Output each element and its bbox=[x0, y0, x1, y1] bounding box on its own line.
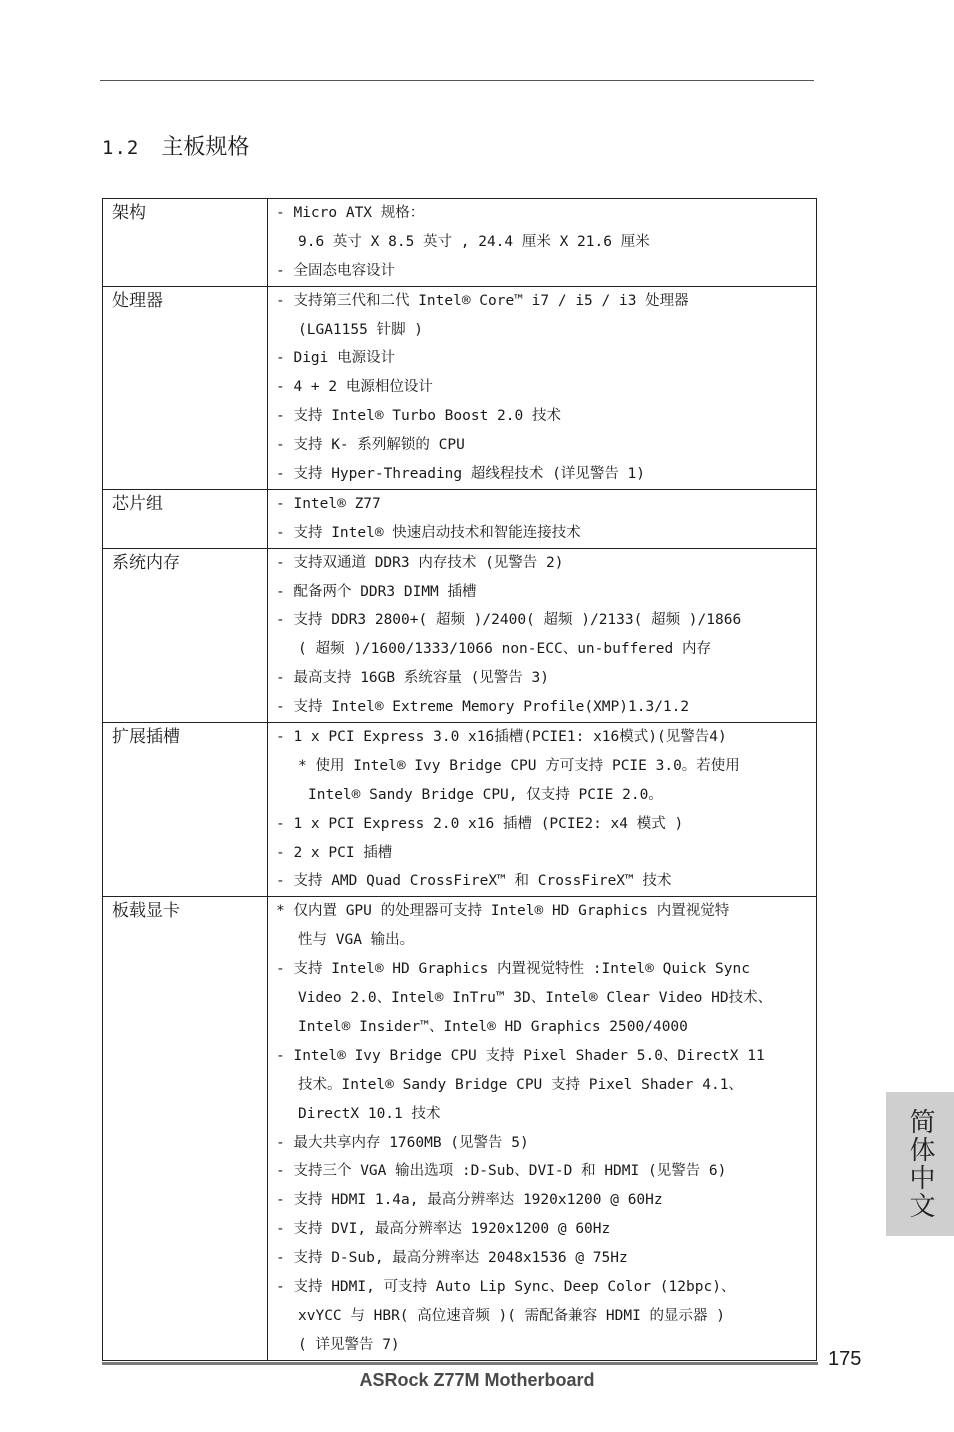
spec-line: - 支持第三代和二代 Intel® Core™ i7 / i5 / i3 处理器 bbox=[276, 292, 689, 309]
spec-line: - 支持 DDR3 2800+( 超频 )/2400( 超频 )/2133( 超频 )/1866 bbox=[276, 612, 742, 629]
spec-label: 扩展插槽 bbox=[103, 723, 268, 897]
spec-content bbox=[268, 286, 817, 489]
spec-line: * 使用 Intel® Ivy Bridge CPU 方可支持 PCIE 3.0。若使用 bbox=[298, 757, 740, 774]
spec-line: - Digi 电源设计 bbox=[276, 350, 396, 367]
spec-row bbox=[103, 897, 817, 1360]
section-heading: 主板规格 bbox=[161, 135, 250, 160]
spec-line: - 支持三个 VGA 输出选项 :D-Sub、DVI-D 和 HDMI (见警告 6) bbox=[276, 1163, 727, 1180]
spec-line: - 支持双通道 DDR3 内存技术 (见警告 2) bbox=[276, 554, 564, 571]
spec-row bbox=[103, 723, 817, 897]
spec-content bbox=[268, 199, 817, 287]
spec-line: - 支持 D-Sub, 最高分辨率达 2048x1536 @ 75Hz bbox=[276, 1250, 628, 1267]
spec-line: 性与 VGA 输出。 bbox=[298, 932, 415, 949]
spec-line: (LGA1155 针脚 ) bbox=[298, 321, 424, 338]
language-tab bbox=[886, 1092, 954, 1236]
spec-line: - 最大共享内存 1760MB (见警告 5) bbox=[276, 1134, 529, 1151]
bottom-rule bbox=[102, 1362, 818, 1365]
spec-row bbox=[103, 548, 817, 722]
spec-line: - 支持 Intel® 快速启动技术和智能连接技术 bbox=[276, 524, 581, 541]
spec-row bbox=[103, 199, 817, 287]
spec-line: - 支持 K- 系列解锁的 CPU bbox=[276, 437, 465, 454]
spec-line: ( 超频 )/1600/1333/1066 non-ECC、un-buffered 内存 bbox=[298, 641, 711, 658]
spec-line: - 全固态电容设计 bbox=[276, 262, 395, 279]
spec-content bbox=[268, 723, 817, 897]
spec-label: 芯片组 bbox=[103, 489, 268, 548]
spec-line: - 1 x PCI Express 2.0 x16 插槽 (PCIE2: x4 模式 ) bbox=[276, 815, 684, 832]
spec-line: Intel® Insider™、Intel® HD Graphics 2500/4000 bbox=[298, 1018, 688, 1035]
spec-line: - 最高支持 16GB 系统容量 (见警告 3) bbox=[276, 670, 549, 687]
spec-line: - 支持 Intel® Turbo Boost 2.0 技术 bbox=[276, 408, 561, 425]
spec-line: Intel® Sandy Bridge CPU, 仅支持 PCIE 2.0。 bbox=[308, 786, 663, 803]
spec-line: * 仅内置 GPU 的处理器可支持 Intel® HD Graphics 内置视觉特 bbox=[276, 903, 730, 920]
spec-content bbox=[268, 489, 817, 548]
spec-line: - Intel® Ivy Bridge CPU 支持 Pixel Shader 5.0、DirectX 11 bbox=[276, 1047, 765, 1064]
spec-line: - 支持 Intel® HD Graphics 内置视觉特性 :Intel® Quick Sync bbox=[276, 961, 750, 978]
spec-label: 板载显卡 bbox=[103, 897, 268, 1360]
spec-line: - 配备两个 DDR3 DIMM 插槽 bbox=[276, 583, 477, 600]
footer-product: ASRock Z77M Motherboard bbox=[359, 1370, 595, 1390]
spec-line: - 支持 Intel® Extreme Memory Profile(XMP)1.3/1.2 bbox=[276, 699, 690, 716]
spec-label: 架构 bbox=[103, 199, 268, 287]
language-tab-label: 简体中文 bbox=[905, 1108, 935, 1220]
page-number: 175 bbox=[828, 1348, 862, 1370]
section-title bbox=[102, 132, 249, 164]
spec-label: 系统内存 bbox=[103, 548, 268, 722]
spec-line: - 支持 DVI, 最高分辨率达 1920x1200 @ 60Hz bbox=[276, 1221, 611, 1238]
spec-content bbox=[268, 548, 817, 722]
spec-content bbox=[268, 897, 817, 1360]
spec-line: - 4 + 2 电源相位设计 bbox=[276, 379, 433, 396]
spec-row bbox=[103, 489, 817, 548]
section-number: 1.2 bbox=[102, 137, 140, 159]
spec-label: 处理器 bbox=[103, 286, 268, 489]
spec-line: 技术。Intel® Sandy Bridge CPU 支持 Pixel Shader 4.1、 bbox=[298, 1076, 743, 1093]
spec-line: - Intel® Z77 bbox=[276, 495, 381, 512]
spec-line: - 支持 HDMI 1.4a, 最高分辨率达 1920x1200 @ 60Hz bbox=[276, 1192, 663, 1209]
spec-line: ( 详见警告 7) bbox=[298, 1336, 400, 1353]
spec-line: 9.6 英寸 X 8.5 英寸 , 24.4 厘米 X 21.6 厘米 bbox=[298, 233, 650, 250]
spec-line: Video 2.0、Intel® InTru™ 3D、Intel® Clear Video HD技术、 bbox=[298, 990, 773, 1007]
spec-line: - Micro ATX 规格： bbox=[276, 205, 425, 221]
spec-line: - 1 x PCI Express 3.0 x16插槽(PCIE1: x16模式)(见警告4) bbox=[276, 729, 727, 746]
spec-line: - 支持 Hyper-Threading 超线程技术 (详见警告 1) bbox=[276, 466, 646, 483]
spec-row bbox=[103, 286, 817, 489]
spec-table bbox=[102, 198, 817, 1361]
spec-line: - 支持 HDMI, 可支持 Auto Lip Sync、Deep Color (12bpc)、 bbox=[276, 1278, 736, 1295]
spec-line: - 支持 AMD Quad CrossFireX™ 和 CrossFireX™ 技术 bbox=[276, 873, 672, 890]
spec-line: xvYCC 与 HBR( 高位速音频 )( 需配备兼容 HDMI 的显示器 ) bbox=[298, 1307, 726, 1324]
spec-line: - 2 x PCI 插槽 bbox=[276, 844, 393, 861]
top-rule bbox=[100, 80, 814, 81]
spec-line: DirectX 10.1 技术 bbox=[298, 1105, 441, 1122]
